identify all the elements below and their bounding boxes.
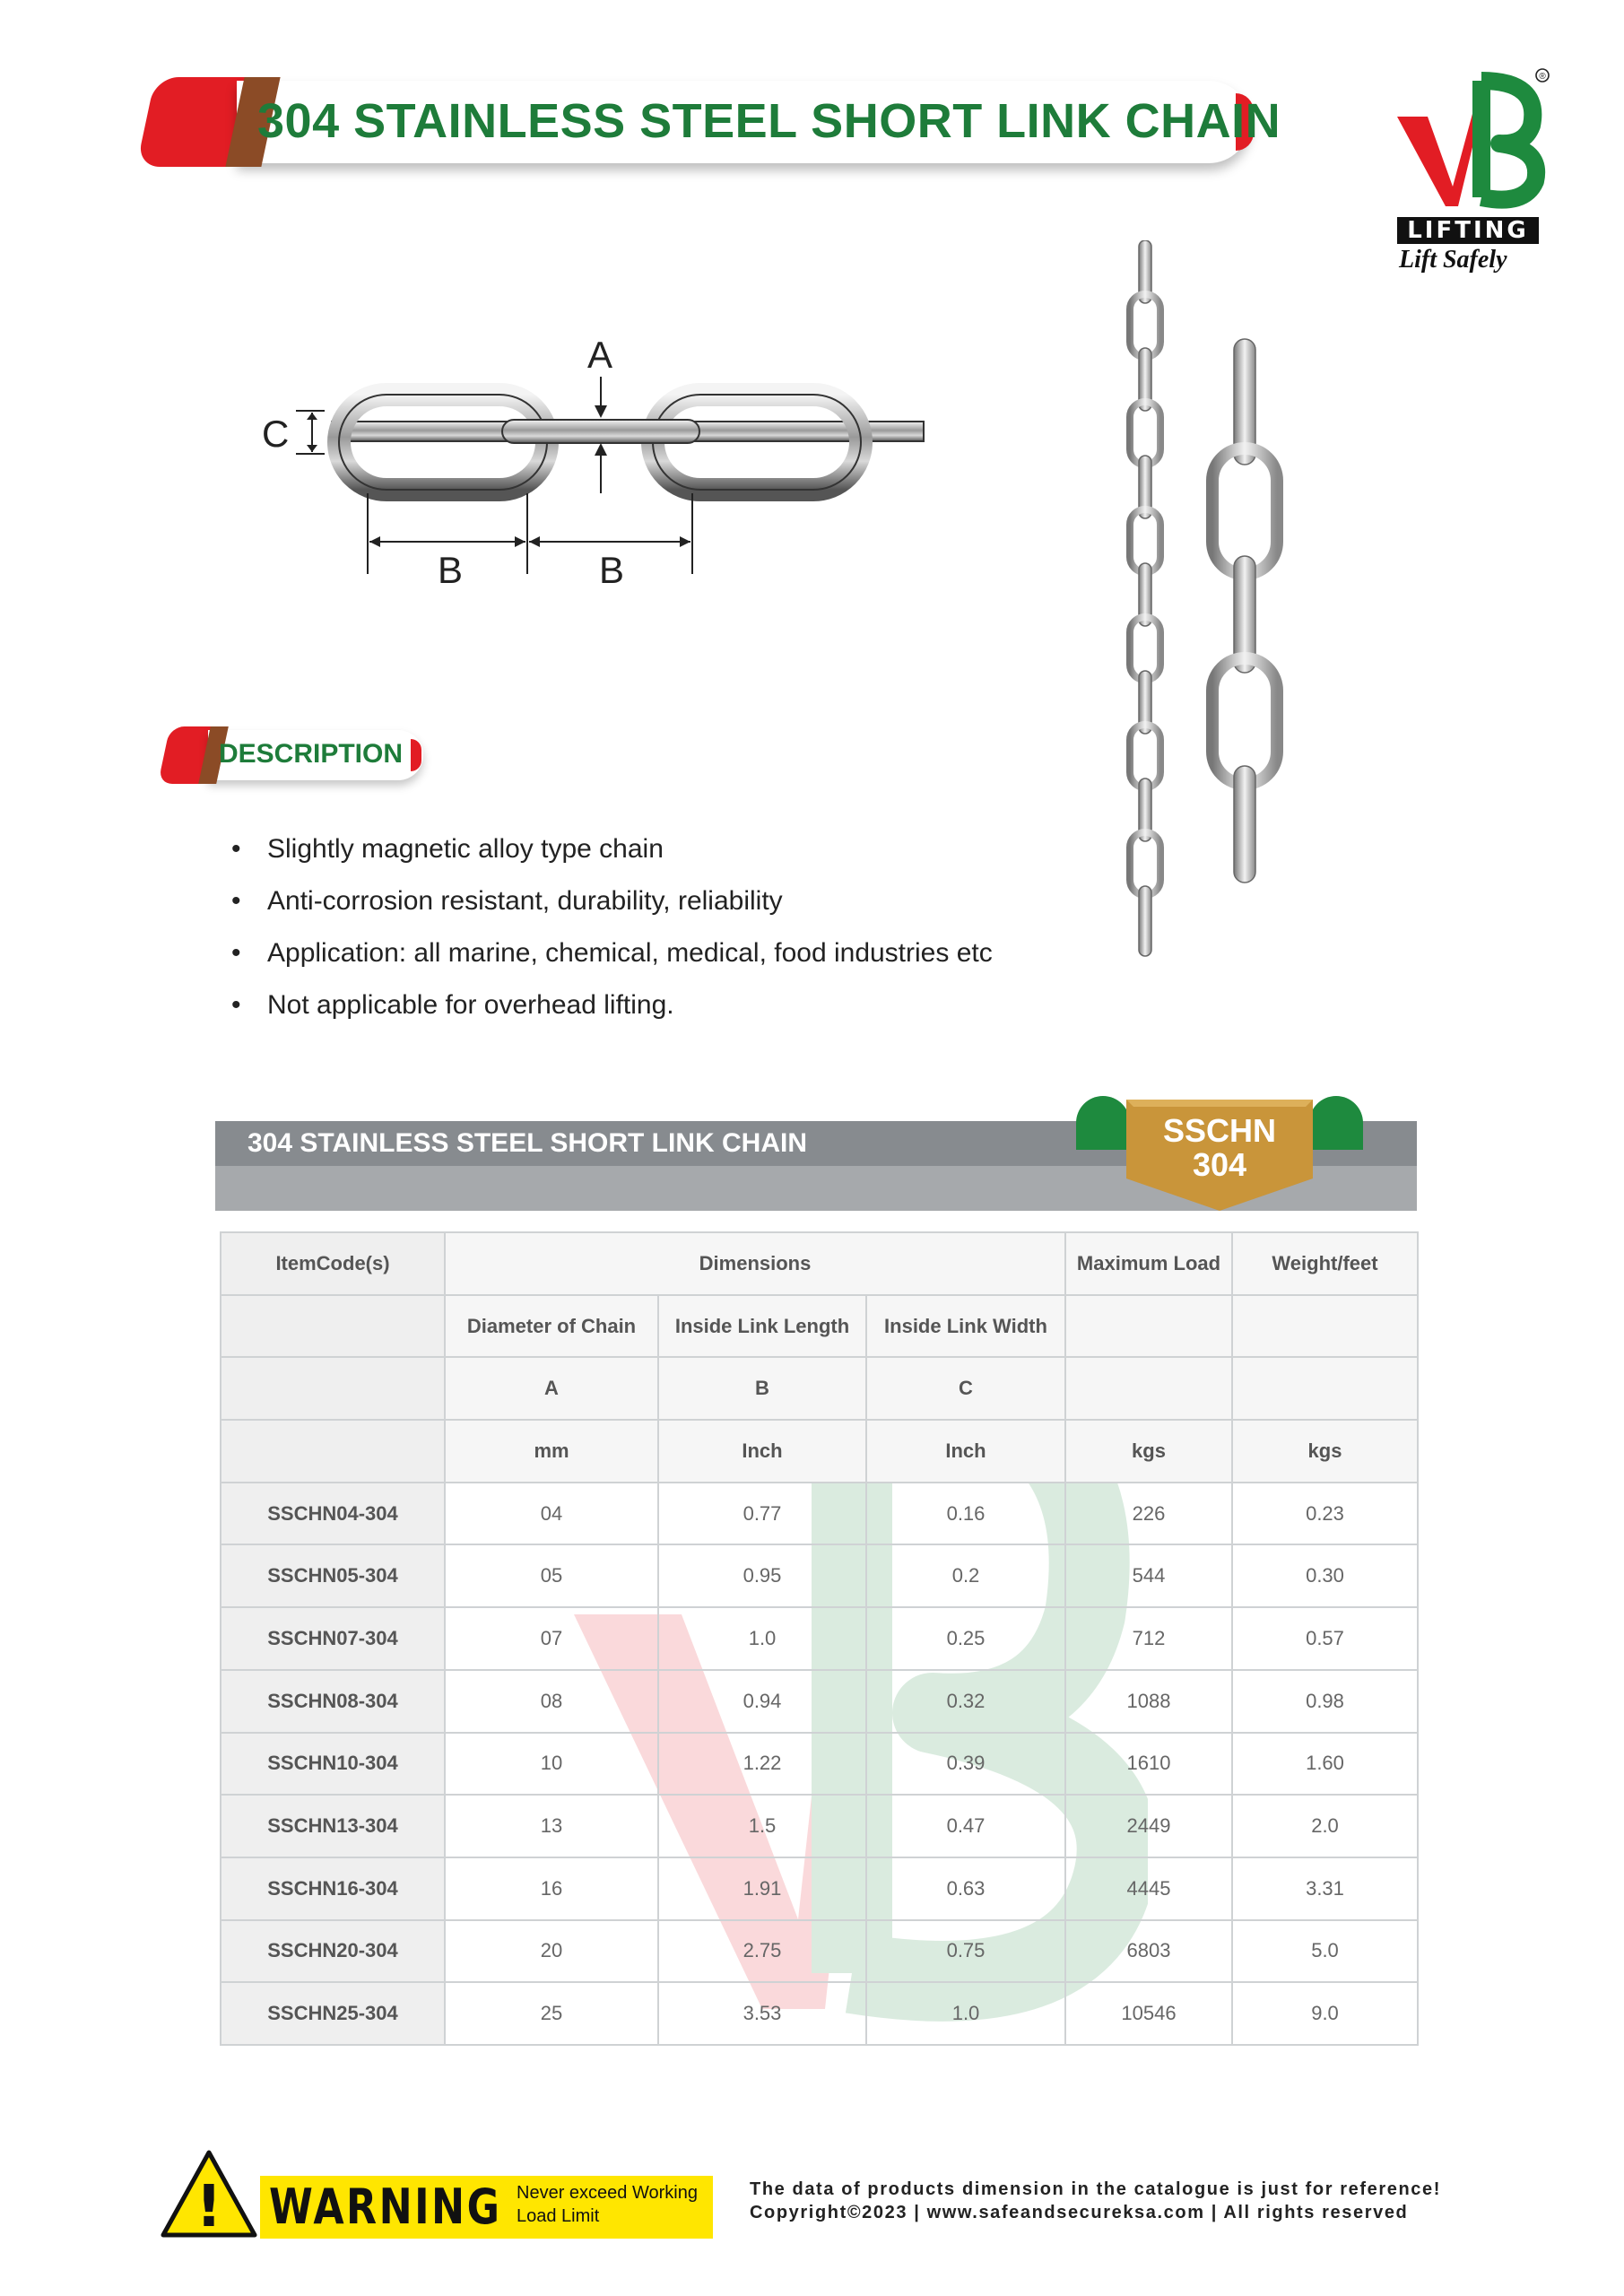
cell-load: 1088 — [1065, 1670, 1232, 1733]
footer-disclaimer — [750, 2178, 1441, 2224]
logo-tagline: Lift Safely — [1399, 246, 1507, 274]
table-header-row — [221, 1232, 1418, 1295]
unit-load: kgs — [1065, 1420, 1232, 1483]
cell-b: 1.91 — [658, 1857, 866, 1920]
description-heading: DESCRIPTION — [219, 739, 404, 769]
subheader-inside-width: Inside Link Width — [866, 1295, 1065, 1358]
dim-label-b1: B — [438, 549, 464, 591]
cell-load: 1610 — [1065, 1733, 1232, 1796]
cell-weight: 0.98 — [1232, 1670, 1418, 1733]
warning-note: Never exceed Working Load Limit — [517, 2183, 698, 2226]
cell-code: SSCHN04-304 — [221, 1483, 445, 1545]
page-title: 304 STAINLESS STEEL SHORT LINK CHAIN — [257, 94, 1281, 148]
cell-c: 0.63 — [866, 1857, 1065, 1920]
unit-b: Inch — [658, 1420, 866, 1483]
description-bullet: • Not applicable for overhead lifting. — [231, 979, 993, 1031]
dim-label-a: A — [587, 334, 613, 376]
cell-c: 0.25 — [866, 1607, 1065, 1670]
table-row — [221, 1795, 1418, 1857]
cell-load: 4445 — [1065, 1857, 1232, 1920]
table-row — [221, 1544, 1418, 1607]
cell-load: 10546 — [1065, 1982, 1232, 2045]
cell-code: SSCHN20-304 — [221, 1920, 445, 1983]
cell-b: 0.95 — [658, 1544, 866, 1607]
header-dimensions: Dimensions — [445, 1232, 1065, 1295]
cell-b: 1.0 — [658, 1607, 866, 1670]
cell-a: 10 — [445, 1733, 658, 1796]
table-row — [221, 1670, 1418, 1733]
disclaimer-text: The data of products dimension in the catalogue is just for reference! — [750, 2179, 1441, 2199]
cell-a: 08 — [445, 1670, 658, 1733]
table-row — [221, 1483, 1418, 1545]
table-title: 304 STAINLESS STEEL SHORT LINK CHAIN — [248, 1128, 807, 1158]
cell-code: SSCHN25-304 — [221, 1982, 445, 2045]
description-banner — [158, 726, 445, 784]
product-code-badge — [1076, 1096, 1363, 1213]
table-subheader-row — [221, 1295, 1418, 1358]
table-unit-row — [221, 1420, 1418, 1483]
dim-label-b2: B — [599, 549, 625, 591]
title-banner — [136, 77, 1281, 167]
description-list — [231, 823, 993, 1031]
chain-link-middle — [502, 420, 699, 443]
cell-weight: 2.0 — [1232, 1795, 1418, 1857]
cell-load: 6803 — [1065, 1920, 1232, 1983]
header-item-code: ItemCode(s) — [221, 1232, 445, 1295]
cell-code: SSCHN08-304 — [221, 1670, 445, 1733]
spec-table — [220, 1231, 1419, 2046]
logo-brand-word: LIFTING — [1397, 217, 1539, 244]
cell-b: 3.53 — [658, 1982, 866, 2045]
cell-code: SSCHN13-304 — [221, 1795, 445, 1857]
chain-photo — [1103, 240, 1318, 967]
cell-code: SSCHN16-304 — [221, 1857, 445, 1920]
description-bullet: • Slightly magnetic alloy type chain — [231, 823, 993, 875]
unit-a: mm — [445, 1420, 658, 1483]
cell-code: SSCHN07-304 — [221, 1607, 445, 1670]
registered-mark: ® — [1539, 72, 1546, 82]
cell-weight: 5.0 — [1232, 1920, 1418, 1983]
cell-a: 25 — [445, 1982, 658, 2045]
cell-load: 2449 — [1065, 1795, 1232, 1857]
badge-line-2: 304 — [1192, 1146, 1247, 1183]
unit-weight: kgs — [1232, 1420, 1418, 1483]
cell-load: 712 — [1065, 1607, 1232, 1670]
cell-a: 07 — [445, 1607, 658, 1670]
warning-word: WARNING — [269, 2179, 502, 2235]
cell-a: 16 — [445, 1857, 658, 1920]
cell-weight: 1.60 — [1232, 1733, 1418, 1796]
small-chain-strand — [1130, 240, 1160, 956]
letter-a: A — [445, 1357, 658, 1420]
badge-line-1: SSCHN — [1162, 1112, 1277, 1149]
table-letter-row — [221, 1357, 1418, 1420]
warning-symbol: ! — [195, 2174, 222, 2239]
cell-load: 226 — [1065, 1483, 1232, 1545]
cell-c: 1.0 — [866, 1982, 1065, 2045]
cell-a: 04 — [445, 1483, 658, 1545]
cell-c: 0.75 — [866, 1920, 1065, 1983]
cell-load: 544 — [1065, 1544, 1232, 1607]
cell-weight: 0.57 — [1232, 1607, 1418, 1670]
description-bullet: • Anti-corrosion resistant, durability, reliability — [231, 875, 993, 927]
jb-logo-mark-icon — [1381, 63, 1551, 217]
table-row — [221, 1920, 1418, 1983]
cell-c: 0.47 — [866, 1795, 1065, 1857]
cell-a: 05 — [445, 1544, 658, 1607]
cell-c: 0.39 — [866, 1733, 1065, 1796]
warning-box — [160, 2149, 716, 2239]
cell-code: SSCHN10-304 — [221, 1733, 445, 1796]
cell-code: SSCHN05-304 — [221, 1544, 445, 1607]
cell-b: 2.75 — [658, 1920, 866, 1983]
subheader-inside-length: Inside Link Length — [658, 1295, 866, 1358]
letter-c: C — [866, 1357, 1065, 1420]
cell-a: 13 — [445, 1795, 658, 1857]
letter-b: B — [658, 1357, 866, 1420]
cell-b: 0.77 — [658, 1483, 866, 1545]
table-row — [221, 1982, 1418, 2045]
description-bullet: • Application: all marine, chemical, medical, food industries etc — [231, 927, 993, 979]
cell-c: 0.2 — [866, 1544, 1065, 1607]
cell-a: 20 — [445, 1920, 658, 1983]
chain-dimension-diagram — [242, 323, 942, 601]
cell-b: 1.5 — [658, 1795, 866, 1857]
brand-logo — [1381, 63, 1551, 278]
cell-weight: 0.30 — [1232, 1544, 1418, 1607]
cell-c: 0.16 — [866, 1483, 1065, 1545]
table-row — [221, 1857, 1418, 1920]
cell-weight: 9.0 — [1232, 1982, 1418, 2045]
header-max-load: Maximum Load — [1065, 1232, 1232, 1295]
cell-b: 0.94 — [658, 1670, 866, 1733]
warning-triangle-icon — [160, 2149, 258, 2239]
cell-c: 0.32 — [866, 1670, 1065, 1733]
subheader-diameter: Diameter of Chain — [445, 1295, 658, 1358]
copyright-text: Copyright©2023 | www.safeandsecureksa.com | All rights reserved — [750, 2203, 1409, 2222]
table-row — [221, 1733, 1418, 1796]
cell-weight: 3.31 — [1232, 1857, 1418, 1920]
dim-label-c: C — [262, 413, 290, 455]
large-chain-strand — [1212, 339, 1277, 883]
cell-weight: 0.23 — [1232, 1483, 1418, 1545]
header-weight: Weight/feet — [1232, 1232, 1418, 1295]
unit-c: Inch — [866, 1420, 1065, 1483]
table-row — [221, 1607, 1418, 1670]
cell-b: 1.22 — [658, 1733, 866, 1796]
